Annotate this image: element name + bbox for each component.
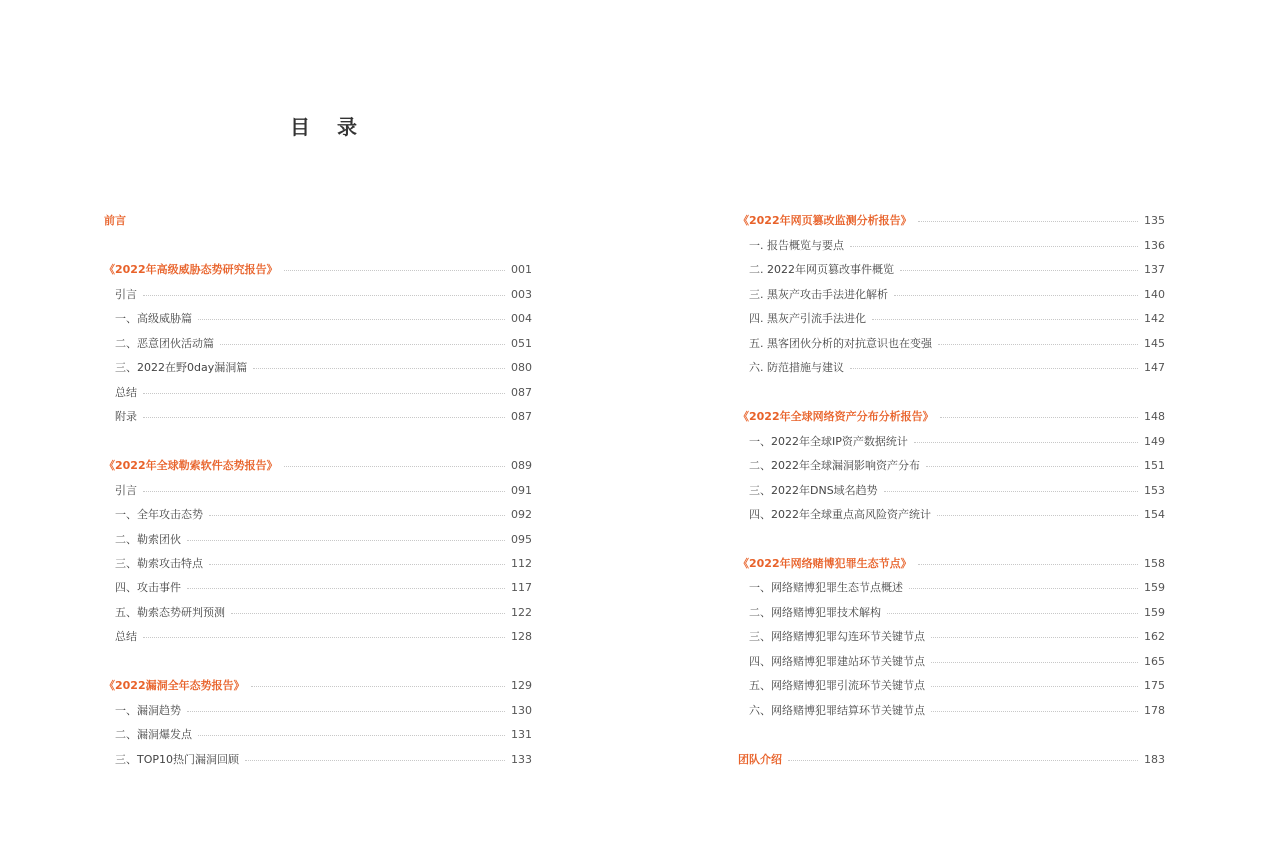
dot-leader xyxy=(251,686,505,687)
toc-page-number: 153 xyxy=(1144,483,1165,497)
toc-page-number: 089 xyxy=(511,458,532,472)
toc-page-number: 133 xyxy=(511,752,532,766)
toc-page-number: 147 xyxy=(1144,360,1165,374)
toc-subsection-entry[interactable] xyxy=(104,750,532,768)
toc-subsection-entry[interactable] xyxy=(104,627,532,645)
dot-leader xyxy=(245,760,505,761)
toc-entry-label: 四、2022年全球重点高风险资产统计 xyxy=(749,508,931,521)
dot-leader xyxy=(198,735,505,736)
toc-entry-label: 二、恶意团伙活动篇 xyxy=(115,337,214,350)
toc-entry-label: 三、TOP10热门漏洞回顾 xyxy=(115,753,240,766)
dot-leader xyxy=(884,491,1138,492)
toc-entry-label: 《2022年全球勒索软件态势报告》 xyxy=(104,459,278,472)
toc-page-number: 149 xyxy=(1144,434,1165,448)
toc-entry-label: 一、网络赌博犯罪生态节点概述 xyxy=(749,581,903,594)
toc-entry-label: 六、网络赌博犯罪结算环节关键节点 xyxy=(749,704,925,717)
toc-page-number: 051 xyxy=(511,336,532,350)
toc-section-entry[interactable] xyxy=(738,554,1165,572)
toc-page-number: 162 xyxy=(1144,629,1165,643)
toc-subsection-entry[interactable] xyxy=(104,725,532,743)
toc-entry-label: 总结 xyxy=(115,386,137,399)
toc-page-number: 122 xyxy=(511,605,532,619)
toc-entry-label: 四、攻击事件 xyxy=(115,581,181,594)
toc-page-number: 135 xyxy=(1144,213,1165,227)
toc-entry-label: 《2022年网页篡改监测分析报告》 xyxy=(738,214,912,227)
toc-subsection-entry[interactable] xyxy=(104,578,532,596)
toc-subsection-entry[interactable] xyxy=(104,285,532,303)
toc-entry-label: 附录 xyxy=(115,410,137,423)
toc-page-number: 080 xyxy=(511,360,532,374)
toc-entry-label: 团队介绍 xyxy=(738,753,782,766)
dot-leader xyxy=(209,564,505,565)
toc-page-number: 175 xyxy=(1144,678,1165,692)
toc-page-number: 148 xyxy=(1144,409,1165,423)
dot-leader xyxy=(937,515,1138,516)
toc-entry-label: 一、漏洞趋势 xyxy=(115,704,181,717)
toc-entry-label: 二、勒索团伙 xyxy=(115,533,181,546)
toc-entry-label: 五、网络赌博犯罪引流环节关键节点 xyxy=(749,679,925,692)
toc-section-entry[interactable] xyxy=(104,260,532,278)
toc-page-number: 145 xyxy=(1144,336,1165,350)
toc-subsection-entry[interactable] xyxy=(738,652,1165,670)
dot-leader xyxy=(918,564,1138,565)
dot-leader xyxy=(231,613,505,614)
toc-entry-label: 三、2022在野0day漏洞篇 xyxy=(115,361,248,374)
toc-entry-label: 一. 报告概览与要点 xyxy=(749,239,844,252)
dot-leader xyxy=(143,491,505,492)
dot-leader xyxy=(887,613,1138,614)
toc-page-number: 151 xyxy=(1144,458,1165,472)
dot-leader xyxy=(914,442,1138,443)
dot-leader xyxy=(143,637,505,638)
toc-section-entry[interactable] xyxy=(738,750,1165,768)
toc-entry-label: 二、网络赌博犯罪技术解构 xyxy=(749,606,881,619)
dot-leader xyxy=(926,466,1138,467)
toc-subsection-entry[interactable] xyxy=(738,358,1165,376)
toc-entry-label: 《2022年全球网络资产分布分析报告》 xyxy=(738,410,934,423)
toc-page-number: 003 xyxy=(511,287,532,301)
toc-page-number: 158 xyxy=(1144,556,1165,570)
toc-subsection-entry[interactable] xyxy=(738,432,1165,450)
dot-leader xyxy=(253,368,505,369)
dot-leader xyxy=(938,344,1138,345)
dot-leader xyxy=(788,760,1138,761)
toc-section-entry[interactable] xyxy=(104,211,532,229)
toc-subsection-entry[interactable] xyxy=(104,701,532,719)
dot-leader xyxy=(143,295,505,296)
toc-subsection-entry[interactable] xyxy=(104,530,532,548)
toc-subsection-entry[interactable] xyxy=(738,309,1165,327)
toc-subsection-entry[interactable] xyxy=(104,358,532,376)
toc-page-number: 178 xyxy=(1144,703,1165,717)
toc-entry-label: 《2022年网络赌博犯罪生态节点》 xyxy=(738,557,912,570)
toc-subsection-entry[interactable] xyxy=(104,407,532,425)
toc-subsection-entry[interactable] xyxy=(738,236,1165,254)
dot-leader xyxy=(209,515,505,516)
toc-entry-label: 二. 2022年网页篡改事件概览 xyxy=(749,263,894,276)
dot-leader xyxy=(187,711,505,712)
toc-page-number: 136 xyxy=(1144,238,1165,252)
toc-entry-label: 引言 xyxy=(115,288,137,301)
toc-subsection-entry[interactable] xyxy=(738,334,1165,352)
toc-entry-label: 《2022漏洞全年态势报告》 xyxy=(104,679,245,692)
toc-page-number: 131 xyxy=(511,727,532,741)
toc-subsection-entry[interactable] xyxy=(104,383,532,401)
toc-page-number: 137 xyxy=(1144,262,1165,276)
dot-leader xyxy=(143,417,505,418)
toc-subsection-entry[interactable] xyxy=(738,603,1165,621)
toc-subsection-entry[interactable] xyxy=(738,676,1165,694)
toc-subsection-entry[interactable] xyxy=(104,554,532,572)
toc-entry-label: 《2022年高级威胁态势研究报告》 xyxy=(104,263,278,276)
toc-page-number: 128 xyxy=(511,629,532,643)
dot-leader xyxy=(284,466,505,467)
toc-entry-label: 三、2022年DNS域名趋势 xyxy=(749,484,878,497)
dot-leader xyxy=(220,344,505,345)
page-title: 目 录 xyxy=(290,115,367,139)
dot-leader xyxy=(940,417,1138,418)
toc-entry-label: 引言 xyxy=(115,484,137,497)
toc-entry-label: 六. 防范措施与建议 xyxy=(749,361,844,374)
dot-leader xyxy=(187,540,505,541)
toc-subsection-entry[interactable] xyxy=(738,481,1165,499)
dot-leader xyxy=(850,368,1138,369)
toc-subsection-entry[interactable] xyxy=(104,505,532,523)
toc-entry-label: 二、漏洞爆发点 xyxy=(115,728,192,741)
toc-subsection-entry[interactable] xyxy=(104,481,532,499)
dot-leader xyxy=(931,711,1138,712)
toc-page-number: 159 xyxy=(1144,605,1165,619)
toc-page-number: 001 xyxy=(511,262,532,276)
toc-section-entry[interactable] xyxy=(738,407,1165,425)
toc-page-number: 129 xyxy=(511,678,532,692)
toc-subsection-entry[interactable] xyxy=(738,456,1165,474)
toc-entry-label: 五. 黑客团伙分析的对抗意识也在变强 xyxy=(749,337,932,350)
dot-leader xyxy=(850,246,1138,247)
toc-page-number: 087 xyxy=(511,385,532,399)
toc-entry-label: 三、勒索攻击特点 xyxy=(115,557,203,570)
toc-page-number: 112 xyxy=(511,556,532,570)
toc-entry-label: 四、网络赌博犯罪建站环节关键节点 xyxy=(749,655,925,668)
toc-page-number: 117 xyxy=(511,580,532,594)
toc-subsection-entry[interactable] xyxy=(104,309,532,327)
toc-page-number: 183 xyxy=(1144,752,1165,766)
toc-section-entry[interactable] xyxy=(104,456,532,474)
toc-page-number: 087 xyxy=(511,409,532,423)
toc-entry-label: 一、高级威胁篇 xyxy=(115,312,192,325)
toc-page-number: 142 xyxy=(1144,311,1165,325)
toc-subsection-entry[interactable] xyxy=(738,505,1165,523)
toc-page-number: 154 xyxy=(1144,507,1165,521)
toc-page-number: 092 xyxy=(511,507,532,521)
dot-leader xyxy=(931,662,1138,663)
toc-entry-label: 总结 xyxy=(115,630,137,643)
dot-leader xyxy=(900,270,1138,271)
toc-subsection-entry[interactable] xyxy=(738,627,1165,645)
dot-leader xyxy=(931,637,1138,638)
toc-subsection-entry[interactable] xyxy=(104,603,532,621)
toc-page-number: 140 xyxy=(1144,287,1165,301)
toc-entry-label: 一、全年攻击态势 xyxy=(115,508,203,521)
toc-subsection-entry[interactable] xyxy=(738,285,1165,303)
dot-leader xyxy=(284,270,505,271)
toc-subsection-entry[interactable] xyxy=(738,701,1165,719)
toc-page-number: 091 xyxy=(511,483,532,497)
toc-entry-label: 三. 黑灰产攻击手法进化解析 xyxy=(749,288,888,301)
toc-entry-label: 三、网络赌博犯罪勾连环节关键节点 xyxy=(749,630,925,643)
dot-leader xyxy=(894,295,1138,296)
toc-entry-label: 五、勒索态势研判预测 xyxy=(115,606,225,619)
toc-page-number: 159 xyxy=(1144,580,1165,594)
dot-leader xyxy=(909,588,1138,589)
toc-entry-label: 一、2022年全球IP资产数据统计 xyxy=(749,435,908,448)
toc-page-number: 165 xyxy=(1144,654,1165,668)
toc-entry-label: 前言 xyxy=(104,214,126,227)
toc-page-number: 095 xyxy=(511,532,532,546)
toc-subsection-entry[interactable] xyxy=(738,578,1165,596)
toc-section-entry[interactable] xyxy=(738,211,1165,229)
toc-subsection-entry[interactable] xyxy=(738,260,1165,278)
toc-section-entry[interactable] xyxy=(104,676,532,694)
toc-subsection-entry[interactable] xyxy=(104,334,532,352)
dot-leader xyxy=(872,319,1138,320)
toc-page-number: 004 xyxy=(511,311,532,325)
dot-leader xyxy=(143,393,505,394)
dot-leader xyxy=(187,588,505,589)
dot-leader xyxy=(198,319,505,320)
toc-page-number: 130 xyxy=(511,703,532,717)
toc-entry-label: 二、2022年全球漏洞影响资产分布 xyxy=(749,459,920,472)
dot-leader xyxy=(931,686,1138,687)
dot-leader xyxy=(918,221,1138,222)
toc-entry-label: 四. 黑灰产引流手法进化 xyxy=(749,312,866,325)
